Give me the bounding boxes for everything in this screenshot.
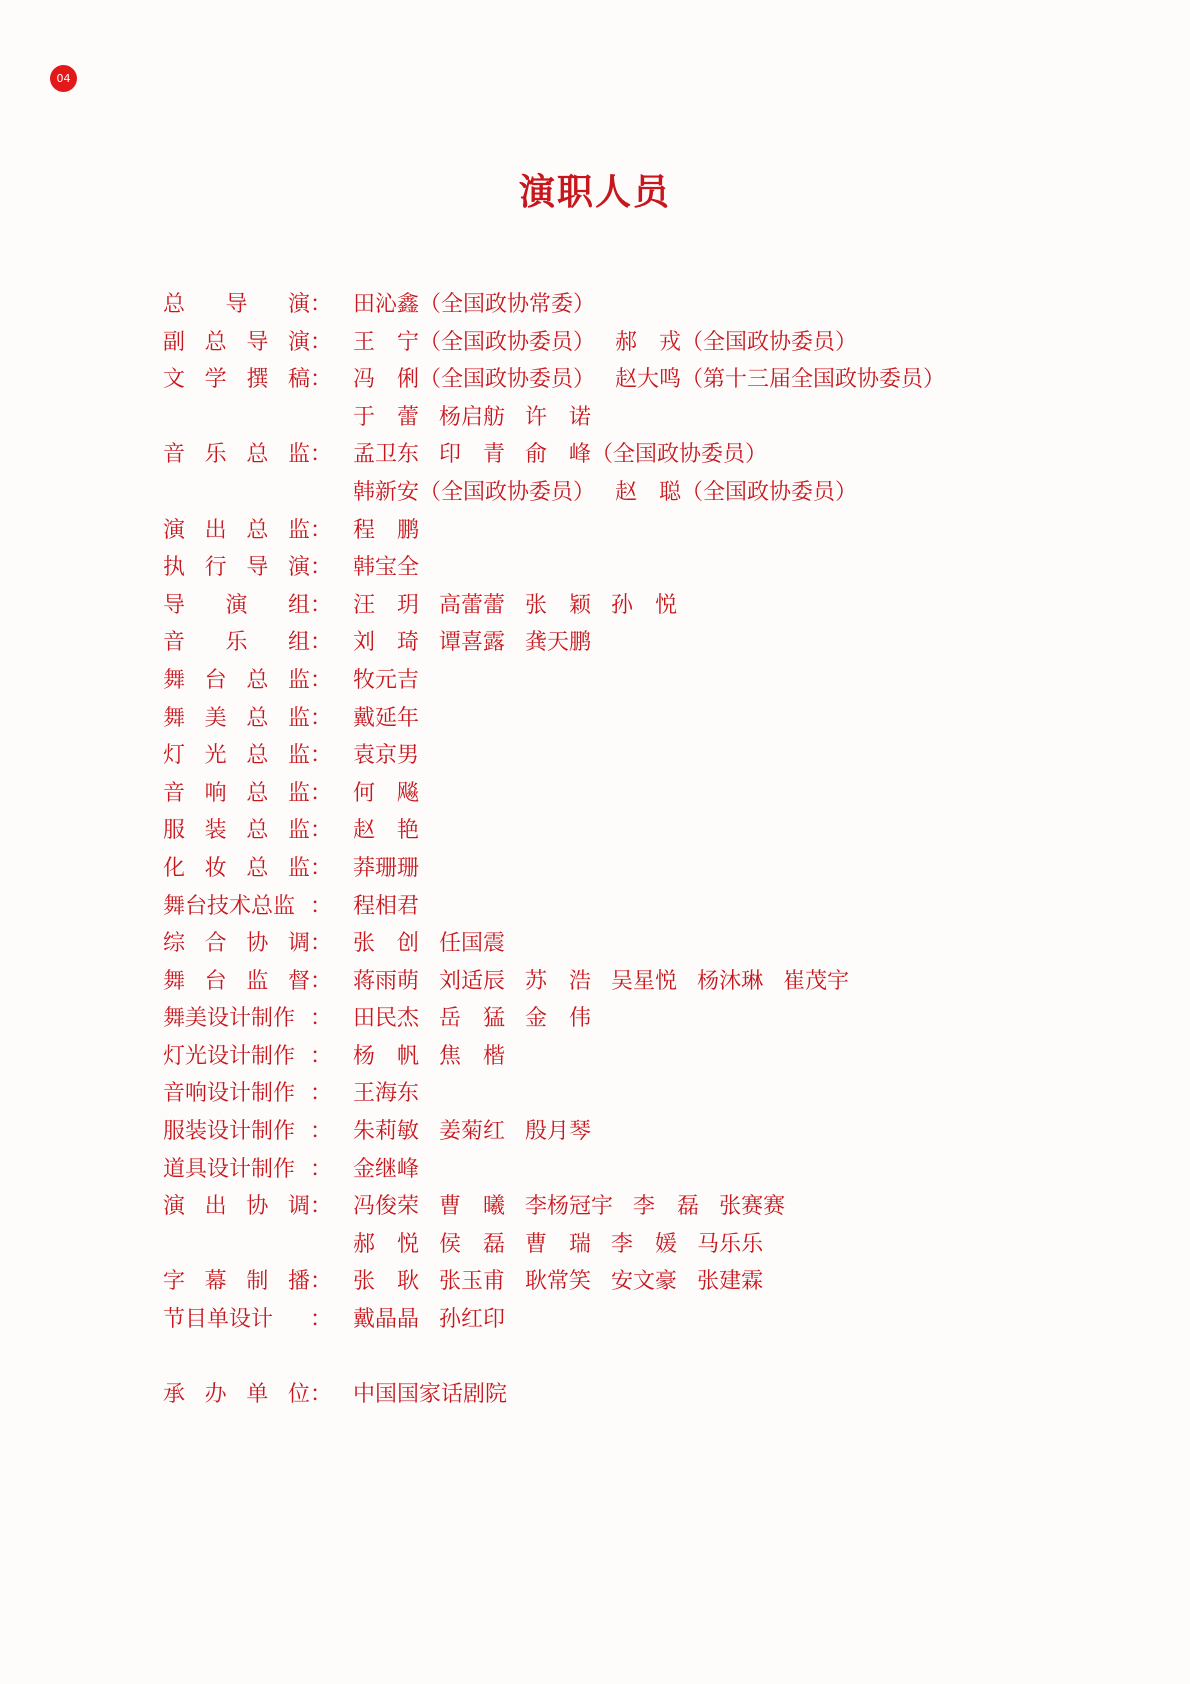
person-name: 侯 磊 xyxy=(439,1231,506,1257)
credit-names xyxy=(353,1075,439,1113)
person-name: 赵大鸣（第十三届全国政协委员） xyxy=(615,367,946,393)
credit-row xyxy=(163,399,1063,437)
credit-row xyxy=(163,1226,1063,1264)
role-colon: ： xyxy=(310,931,333,957)
credit-row xyxy=(163,1301,1063,1339)
role-label: 副 总 导 演 xyxy=(163,329,310,355)
person-name: 李杨冠宇 xyxy=(525,1194,614,1220)
role-colon xyxy=(310,399,353,437)
credit-row xyxy=(163,436,1063,474)
person-name: 赵 聪（全国政协委员） xyxy=(615,479,858,505)
person-name: 郝 戎（全国政协委员） xyxy=(615,329,858,355)
person-name: 耿常笑 xyxy=(525,1269,592,1295)
role-label: 总 导 演 xyxy=(163,292,310,317)
person-name: 朱莉敏 xyxy=(353,1119,420,1145)
credit-names xyxy=(353,775,439,813)
credit-row xyxy=(163,812,1063,850)
credit-row xyxy=(163,700,1063,738)
person-name: 许 诺 xyxy=(525,404,592,430)
credit-row xyxy=(163,1000,1063,1038)
role-label xyxy=(163,474,310,512)
person-name: 王海东 xyxy=(353,1081,420,1107)
credit-names xyxy=(353,1188,805,1226)
person-name: 杨启舫 xyxy=(439,404,506,430)
person-name: 俞 峰（全国政协委员） xyxy=(525,442,768,468)
role-label: 服装设计制作 xyxy=(163,1119,296,1145)
credit-names xyxy=(353,1151,439,1189)
credit-names xyxy=(353,1263,783,1301)
person-name: 李 磊 xyxy=(633,1194,700,1220)
role-label: 化 妆 总 监 xyxy=(163,855,310,881)
person-name: 蒋雨萌 xyxy=(353,968,420,994)
role-colon: ： xyxy=(310,442,333,468)
credit-row xyxy=(163,850,1063,888)
person-name: 冯 俐（全国政协委员） xyxy=(353,367,596,393)
role-colon: ： xyxy=(310,517,333,543)
role-colon: ： xyxy=(310,818,333,844)
role-label: 灯 光 总 监 xyxy=(163,743,310,769)
credit-names xyxy=(353,624,611,662)
credit-names xyxy=(353,737,439,775)
role-label: 节目单设计 xyxy=(163,1307,274,1333)
credit-row xyxy=(163,1151,1063,1189)
credit-row xyxy=(163,549,1063,587)
credit-row xyxy=(163,662,1063,700)
role-label: 舞台技术总监 xyxy=(163,893,296,919)
credit-row xyxy=(163,963,1063,1001)
role-label: 文 学 撰 稿 xyxy=(163,367,310,393)
role-label: 舞 美 总 监 xyxy=(163,705,310,731)
person-name: 牧元吉 xyxy=(353,667,420,693)
role-label: 音 乐 组 xyxy=(163,630,310,656)
section-spacer xyxy=(163,1339,1063,1377)
credit-row xyxy=(163,775,1063,813)
person-name: 龚天鹏 xyxy=(525,630,592,656)
person-name: 安文豪 xyxy=(611,1269,678,1295)
role-label: 音 乐 总 监 xyxy=(163,442,310,468)
person-name: 李 媛 xyxy=(611,1231,678,1257)
person-name: 冯俊荣 xyxy=(353,1194,420,1220)
credit-row xyxy=(163,587,1063,625)
role-colon: ： xyxy=(310,1307,333,1333)
role-colon: ： xyxy=(310,855,333,881)
person-name: 张 创 xyxy=(353,931,420,957)
role-colon: ： xyxy=(310,1194,333,1220)
person-name: 汪 玥 xyxy=(353,592,420,618)
person-name: 张赛赛 xyxy=(719,1194,786,1220)
role-label xyxy=(163,1226,310,1264)
role-colon: ： xyxy=(310,1269,333,1295)
role-label: 舞美设计制作 xyxy=(163,1006,296,1032)
role-colon: ： xyxy=(310,705,333,731)
role-colon: ： xyxy=(310,968,333,994)
credit-names xyxy=(353,700,439,738)
credit-names xyxy=(353,549,439,587)
person-name: 张 耿 xyxy=(353,1269,420,1295)
person-name: 孟卫东 xyxy=(353,442,420,468)
credit-names xyxy=(353,361,965,399)
role-label: 舞 台 监 督 xyxy=(163,968,310,994)
role-label: 服 装 总 监 xyxy=(163,818,310,844)
role-colon: ： xyxy=(310,780,333,806)
person-name: 何 飚 xyxy=(353,780,420,806)
role-label: 演 出 总 监 xyxy=(163,517,310,543)
role-colon xyxy=(310,1226,353,1264)
credit-row xyxy=(163,324,1063,362)
person-name: 袁京男 xyxy=(353,743,420,769)
credit-row xyxy=(163,361,1063,399)
person-name: 张建霖 xyxy=(697,1269,764,1295)
credit-names xyxy=(353,812,439,850)
credit-names xyxy=(353,925,525,963)
person-name: 程 鹏 xyxy=(353,517,420,543)
person-name: 刘 琦 xyxy=(353,630,420,656)
page-number-badge: 04 xyxy=(50,65,77,92)
person-name: 金 伟 xyxy=(525,1006,592,1032)
credit-names xyxy=(353,324,877,362)
credit-names xyxy=(353,888,439,926)
credit-row xyxy=(163,1188,1063,1226)
credit-row xyxy=(163,1263,1063,1301)
credit-row xyxy=(163,1113,1063,1151)
person-name: 高蕾蕾 xyxy=(439,592,506,618)
person-name: 韩宝全 xyxy=(353,555,420,581)
credit-row xyxy=(163,624,1063,662)
credit-names xyxy=(353,512,439,550)
role-colon: ： xyxy=(310,893,333,919)
role-label: 综 合 协 调 xyxy=(163,931,310,957)
credit-row xyxy=(163,925,1063,963)
person-name: 郝 悦 xyxy=(353,1231,420,1257)
role-colon: ： xyxy=(310,555,333,581)
credit-row xyxy=(163,1075,1063,1113)
credit-names xyxy=(353,286,615,324)
credit-row xyxy=(163,888,1063,926)
credits-list xyxy=(163,286,1063,1414)
person-name: 莽珊珊 xyxy=(353,855,420,881)
role-label: 灯光设计制作 xyxy=(163,1043,296,1069)
credit-names xyxy=(353,1113,611,1151)
role-label: 承 办 单 位 xyxy=(163,1382,310,1408)
person-name: 王 宁（全国政协委员） xyxy=(353,329,596,355)
person-name: 金继峰 xyxy=(353,1156,420,1182)
person-name: 焦 楷 xyxy=(439,1043,506,1069)
credit-names xyxy=(353,662,439,700)
role-label: 音 响 总 监 xyxy=(163,780,310,806)
credit-names xyxy=(353,474,877,512)
credit-names xyxy=(353,963,869,1001)
role-colon: ： xyxy=(310,292,333,317)
person-name: 赵 艳 xyxy=(353,818,420,844)
role-colon: ： xyxy=(310,667,333,693)
credit-names xyxy=(353,1226,783,1264)
person-name: 岳 猛 xyxy=(439,1006,506,1032)
role-label: 执 行 导 演 xyxy=(163,555,310,581)
person-name: 刘适辰 xyxy=(439,968,506,994)
role-colon: ： xyxy=(310,630,333,656)
credit-row xyxy=(163,286,1063,324)
person-name: 马乐乐 xyxy=(697,1231,764,1257)
credit-names xyxy=(353,399,611,437)
role-colon: ： xyxy=(310,1043,333,1069)
credit-row xyxy=(163,737,1063,775)
credit-row xyxy=(163,1038,1063,1076)
credit-names xyxy=(353,587,697,625)
person-name: 程相君 xyxy=(353,893,420,919)
role-colon: ： xyxy=(310,743,333,769)
role-label: 导 演 组 xyxy=(163,592,310,618)
role-label: 演 出 协 调 xyxy=(163,1194,310,1220)
role-colon: ： xyxy=(310,329,333,355)
credit-names xyxy=(353,1038,525,1076)
person-name: 崔茂宇 xyxy=(783,968,850,994)
role-colon: ： xyxy=(310,592,333,618)
credit-names xyxy=(353,1000,611,1038)
person-name: 殷月琴 xyxy=(525,1119,592,1145)
person-name: 孙 悦 xyxy=(611,592,678,618)
role-label: 字 幕 制 播 xyxy=(163,1269,310,1295)
role-colon: ： xyxy=(310,1382,333,1408)
credit-names xyxy=(353,436,787,474)
page-title: 演职人员 xyxy=(518,171,671,213)
person-name: 田沁鑫（全国政协常委） xyxy=(353,292,596,317)
person-name: 杨沐琳 xyxy=(697,968,764,994)
person-name: 任国震 xyxy=(439,931,506,957)
role-colon: ： xyxy=(310,1081,333,1107)
person-name: 韩新安（全国政协委员） xyxy=(353,479,596,505)
role-colon xyxy=(310,474,353,512)
person-name: 印 青 xyxy=(439,442,506,468)
person-name: 田民杰 xyxy=(353,1006,420,1032)
role-colon: ： xyxy=(310,1156,333,1182)
person-name: 戴延年 xyxy=(353,705,420,731)
role-colon: ： xyxy=(310,1119,333,1145)
person-name: 于 蕾 xyxy=(353,404,420,430)
role-colon: ： xyxy=(310,1006,333,1032)
person-name: 杨 帆 xyxy=(353,1043,420,1069)
credit-row xyxy=(163,474,1063,512)
role-label xyxy=(163,399,310,437)
person-name: 曹 曦 xyxy=(439,1194,506,1220)
role-label: 道具设计制作 xyxy=(163,1156,296,1182)
person-name: 吴星悦 xyxy=(611,968,678,994)
person-name: 曹 瑞 xyxy=(525,1231,592,1257)
person-name: 姜菊红 xyxy=(439,1119,506,1145)
credit-names xyxy=(353,1301,525,1339)
person-name: 戴晶晶 xyxy=(353,1307,420,1333)
person-name: 张玉甫 xyxy=(439,1269,506,1295)
role-label: 舞 台 总 监 xyxy=(163,667,310,693)
person-name: 谭喜露 xyxy=(439,630,506,656)
credit-row xyxy=(163,512,1063,550)
role-label: 音响设计制作 xyxy=(163,1081,296,1107)
person-name: 孙红印 xyxy=(439,1307,506,1333)
organizer-row xyxy=(163,1376,1063,1414)
organizer-name: 中国国家话剧院 xyxy=(353,1382,508,1408)
role-colon: ： xyxy=(310,367,333,393)
person-name: 张 颖 xyxy=(525,592,592,618)
person-name: 苏 浩 xyxy=(525,968,592,994)
credit-names xyxy=(353,850,439,888)
